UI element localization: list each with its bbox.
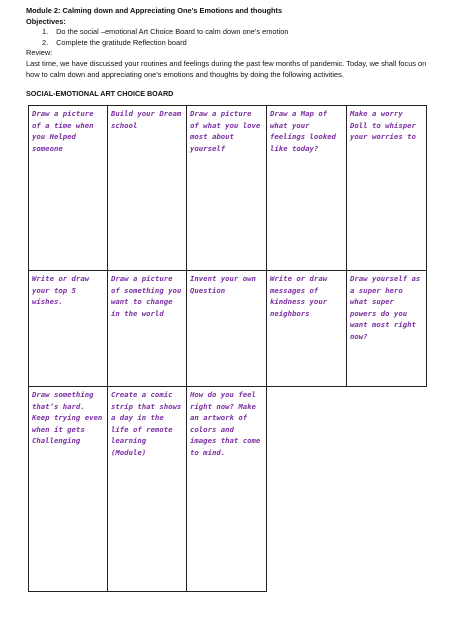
objective-number: 1.: [42, 27, 49, 37]
board-row: [29, 271, 427, 387]
objectives-label: Objectives:: [26, 16, 66, 26]
board-cell: Invent your own Question: [187, 271, 267, 387]
objective-item: [42, 37, 430, 49]
board-cell: Write or draw messages of kindness your neighbors: [267, 271, 347, 387]
objectives-list: [26, 27, 430, 48]
board-cell: Create a comic strip that shows a day in the life of remote learning (Module): [108, 387, 187, 592]
objective-number: 2.: [42, 37, 49, 47]
board-row: [29, 387, 427, 592]
board-cell: Draw a picture of something you want to change in the world: [108, 271, 187, 387]
board-cell: Build your Dream school: [108, 106, 187, 271]
board-row: [29, 106, 427, 271]
board-cell-empty: [347, 387, 427, 592]
choice-board-table: [28, 105, 427, 592]
document-header: [26, 6, 430, 98]
objective-item: [42, 27, 430, 38]
objective-text: Complete the gratitude Reflection board: [56, 37, 187, 47]
module-title: Module 2: Calming down and Appreciating One’s Emotions and thoughts: [26, 6, 283, 15]
objective-text: Do the social –emotional Art Choice Board to calm down one’s emotion: [56, 27, 289, 37]
board-cell: Draw a picture of what you love most about yourself: [187, 106, 267, 271]
board-cell: Draw a Map of what your feelings looked like today?: [267, 106, 347, 271]
board-cell: Make a worry Doll to whisper your worries to: [347, 106, 427, 271]
review-label: Review:: [26, 48, 53, 58]
review-text: Last time, we have discussed your routines and feelings during the past few months of pandemic. Today, we shall focus on how to calm down and appreciating one’s emotions and thoughts by doing the following activities.: [26, 58, 427, 79]
board-cell: Draw a picture of a time when you Helped someone: [29, 106, 108, 271]
board-cell: Draw yourself as a super hero what super powers do you want most right now?: [347, 271, 427, 387]
board-cell: Write or draw your top 5 wishes.: [29, 271, 108, 387]
board-cell: Draw something that’s hard. Keep trying even when it gets Challenging: [29, 387, 108, 592]
board-cell-empty: [267, 387, 347, 592]
board-cell: How do you feel right now? Make an artwork of colors and images that come to mind.: [187, 387, 267, 592]
board-title: SOCIAL-EMOTIONAL ART CHOICE BOARD: [26, 88, 174, 98]
